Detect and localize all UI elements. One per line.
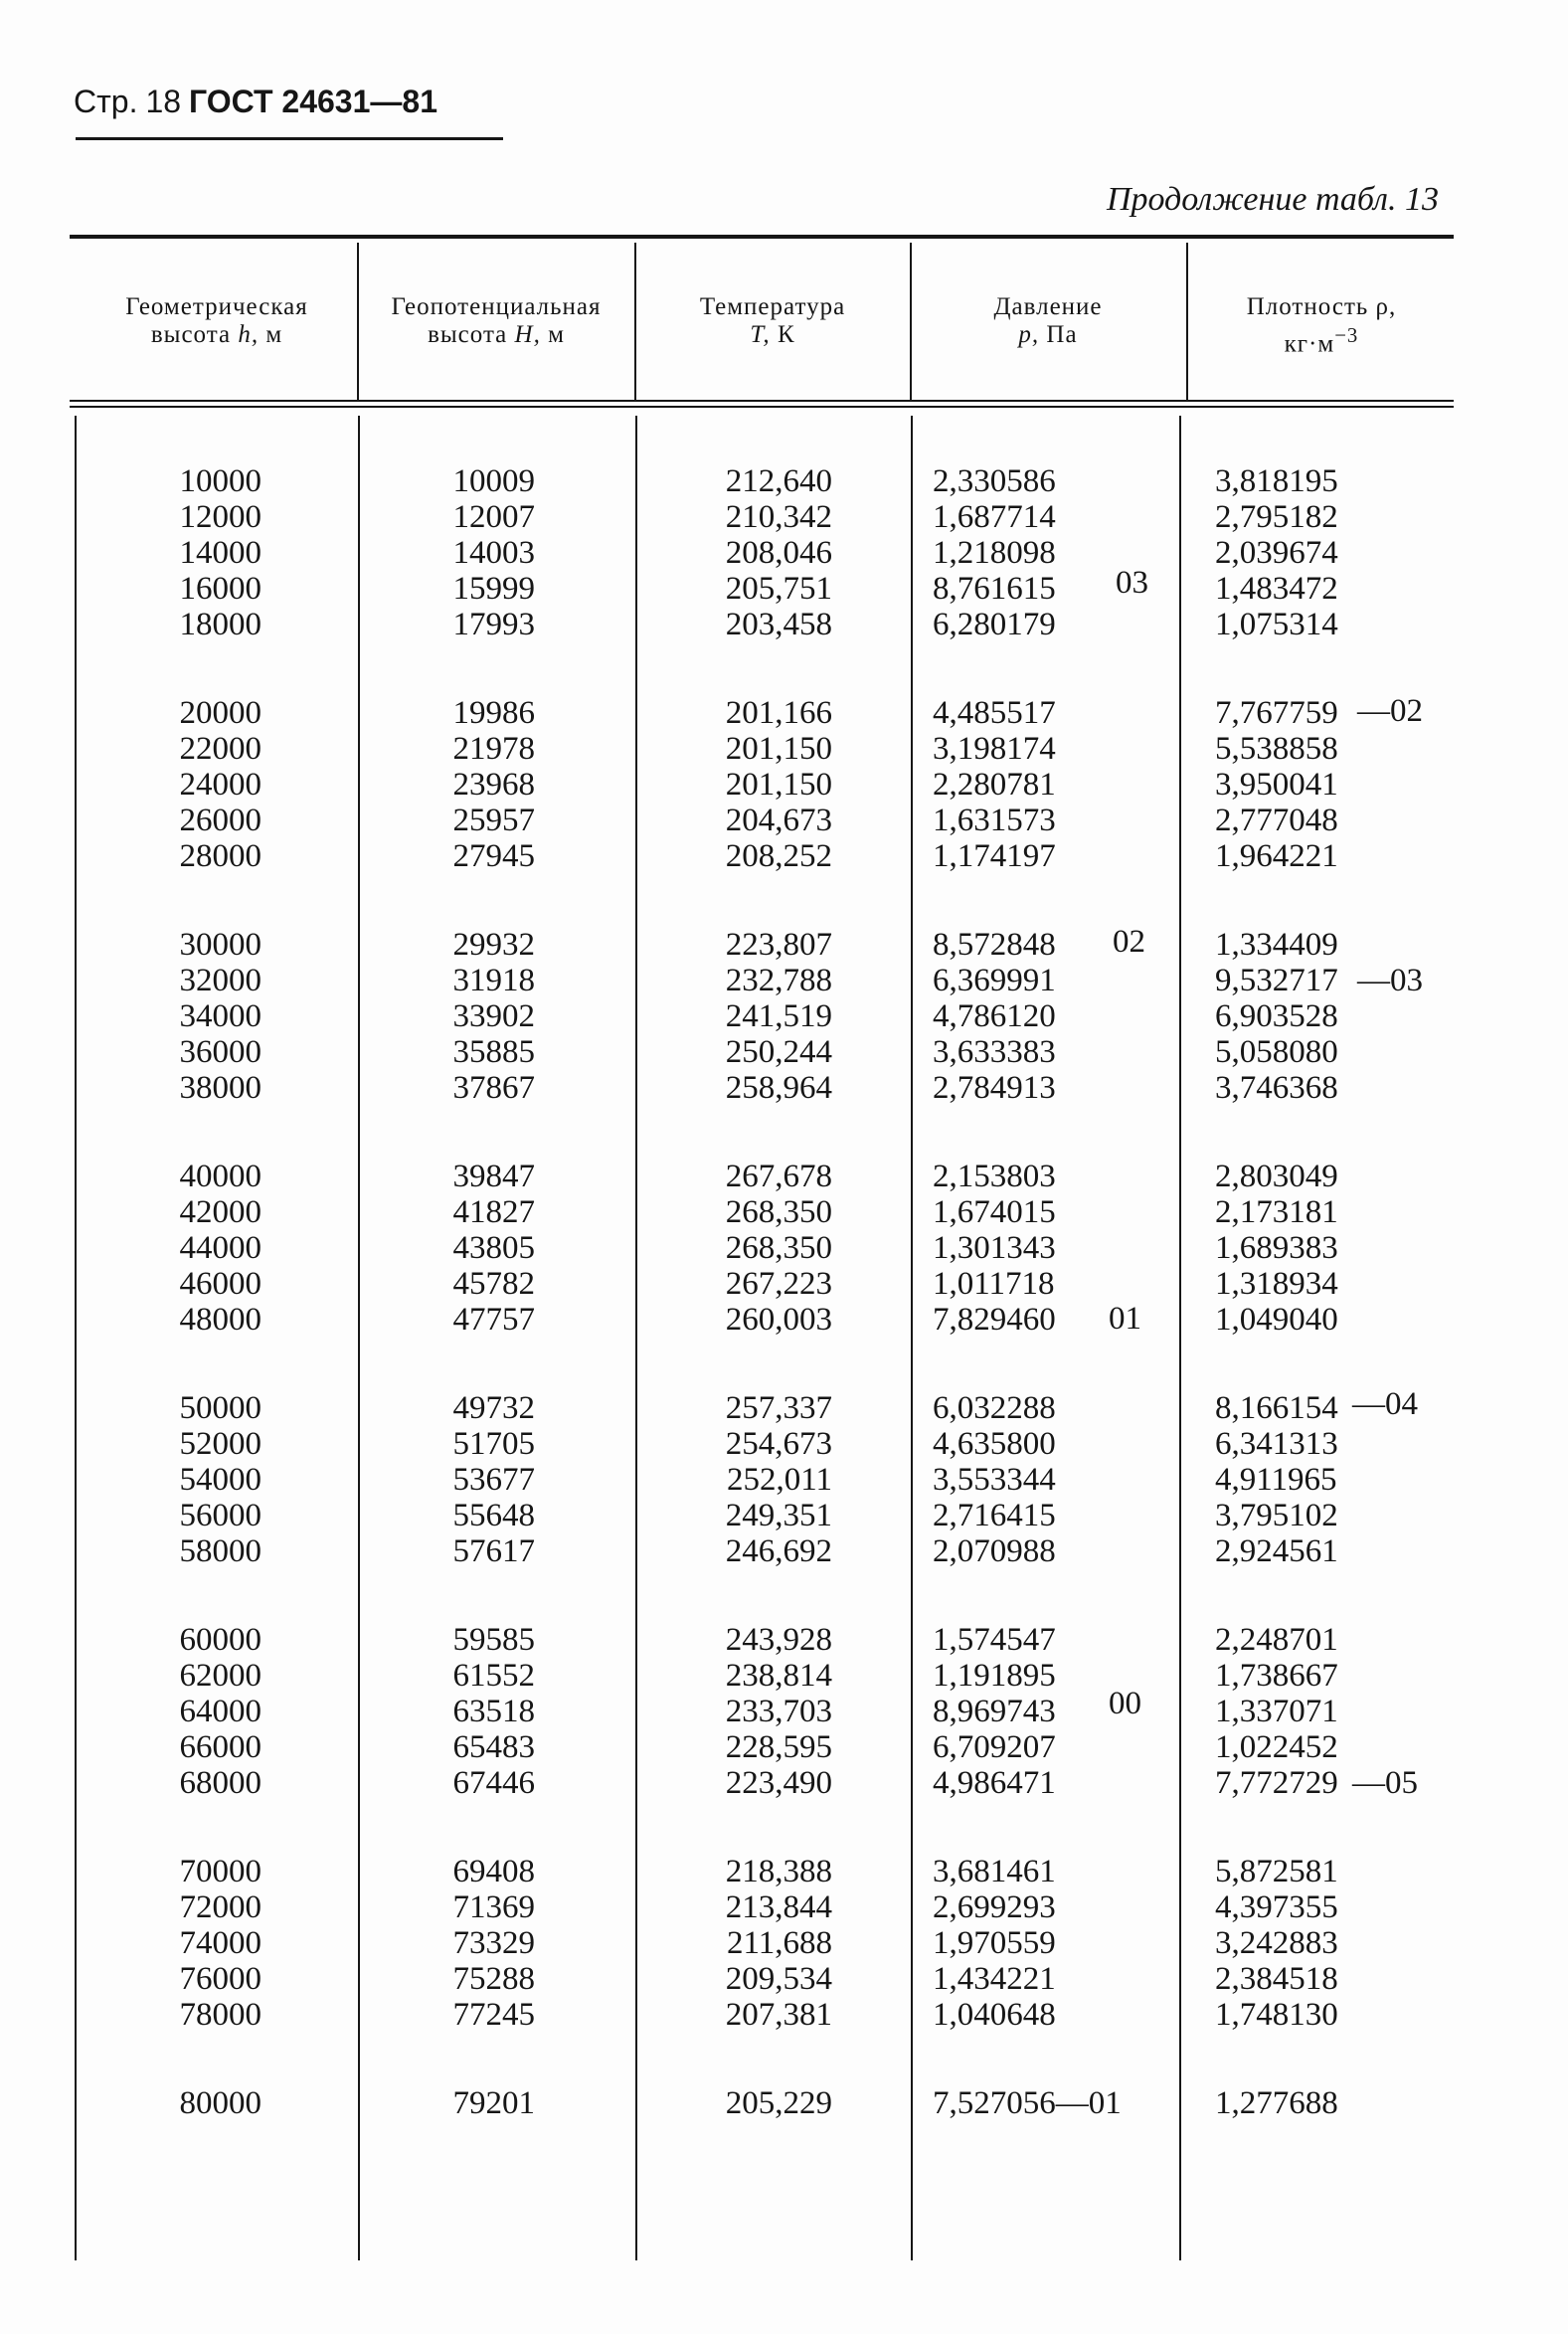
table-cell-h: 64000 [179,1694,261,1729]
table-cell-p: 8,969743 [933,1694,1056,1729]
table-cell-p: 1,674015 [933,1194,1056,1230]
table-cell-T: 250,244 [725,1034,832,1070]
density-exponent: —05 [1352,1765,1418,1801]
table-cell-T: 212,640 [725,463,832,499]
table-cell-rho: 2,777048 [1215,803,1338,838]
table-cell-rho: 2,924561 [1215,1533,1338,1569]
table-cell-T: 201,166 [725,695,832,731]
table-cell-h: 78000 [179,1997,261,2033]
table-cell-rho: 3,746368 [1215,1070,1338,1106]
table-cell-h: 30000 [179,927,261,963]
table-cell-rho: 5,538858 [1215,731,1338,767]
table-cell-p: 1,040648 [933,1997,1056,2033]
table-cell-p: 6,280179 [933,607,1056,642]
table-cell-p: 6,032288 [933,1390,1056,1426]
table-cell-h: 46000 [179,1266,261,1302]
table-cell-rho: 1,334409 [1215,927,1338,963]
table-cell-T: 232,788 [725,963,832,998]
column-geopotential-height [360,463,535,2121]
table-cell-T: 201,150 [725,767,832,803]
group-spacer [80,642,261,695]
table-cell-p: 6,369991 [933,963,1056,998]
group-spacer [1215,1106,1454,1159]
table-cell-T: 249,351 [725,1498,832,1533]
table-cell-h: 42000 [179,1194,261,1230]
table-cell-p: 1,301343 [933,1230,1056,1266]
table-cell-rho: 3,950041 [1215,767,1338,803]
column-geometric-height [80,463,261,2121]
table-cell-rho: 1,738667 [1215,1658,1338,1694]
table-cell-rho: 4,397355 [1215,1889,1338,1925]
table-cell-H: 37867 [452,1070,535,1106]
table-cell-H: 47757 [452,1302,535,1338]
table-cell-h: 54000 [179,1462,261,1498]
group-spacer [933,2033,1176,2085]
group-spacer [1215,1801,1454,1854]
table-cell-rho: 1,964221 [1215,838,1338,874]
table-cell-H: 53677 [452,1462,535,1498]
table-cell-h: 24000 [179,767,261,803]
table-cell-H: 71369 [452,1889,535,1925]
table-cell-H: 43805 [452,1230,535,1266]
table-cell-rho: 2,173181 [1215,1194,1338,1230]
table-cell-rho: 4,911965 [1215,1462,1337,1498]
table-cell-T: 210,342 [725,499,832,535]
table-cell-p: 3,553344 [933,1462,1056,1498]
table-cell-rho: 3,795102 [1215,1498,1338,1533]
table-cell-T: 268,350 [725,1194,832,1230]
table-cell-rho: 2,795182 [1215,499,1338,535]
group-spacer [80,874,261,927]
table-cell-p: 4,485517 [933,695,1056,731]
table-cell-rho: 1,277688 [1215,2085,1338,2121]
table-cell-p: 2,070988 [933,1533,1056,1569]
table-cell-T: 223,807 [725,927,832,963]
group-spacer [360,1338,535,1390]
table-cell-H: 59585 [452,1622,535,1658]
col-divider-4-head [1186,243,1188,400]
table-cell-p: 2,153803 [933,1159,1056,1194]
group-spacer [360,1801,535,1854]
group-spacer [637,874,832,927]
table-cell-rho: 1,689383 [1215,1230,1338,1266]
group-spacer [637,642,832,695]
group-spacer [637,1569,832,1622]
table-cell-T: 252,011 [726,1462,832,1498]
density-exponent: —03 [1357,963,1423,998]
table-cell-h: 72000 [179,1889,261,1925]
table-cell-H: 14003 [452,535,535,571]
table-cell-h: 66000 [179,1729,261,1765]
table-cell-h: 62000 [179,1658,261,1694]
table-cell-p: 2,699293 [933,1889,1056,1925]
header-rule [76,137,503,140]
table-cell-T: 257,337 [725,1390,832,1426]
table-cell-rho: 1,337071 [1215,1694,1338,1729]
table-cell-h: 50000 [179,1390,261,1426]
density-exponent: —04 [1352,1386,1418,1422]
pressure-exponent: 02 [1113,924,1145,960]
table-cell-p: 8,572848 [933,927,1056,963]
table-cell-T: 238,814 [725,1658,832,1694]
density-exponent: —02 [1357,693,1423,729]
table-cell-T: 260,003 [725,1302,832,1338]
page-number: 18 [145,84,182,119]
table-cell-T: 268,350 [725,1230,832,1266]
table-cell-p: 1,174197 [933,838,1056,874]
table-cell-h: 28000 [179,838,261,874]
standard-number: ГОСТ 24631—81 [189,84,437,119]
table-cell-rho: 1,748130 [1215,1997,1338,2033]
group-spacer [637,2033,832,2085]
table-cell-H: 41827 [452,1194,535,1230]
table-cell-p: 3,198174 [933,731,1056,767]
table-cell-p: 1,011718 [933,1266,1055,1302]
table-cell-T: 208,046 [725,535,832,571]
table-cell-rho: 5,058080 [1215,1034,1338,1070]
table-cell-T: 258,964 [725,1070,832,1106]
table-cell-rho: 7,767759 [1215,695,1338,731]
table-cell-rho: 1,022452 [1215,1729,1338,1765]
page-prefix: Стр. [74,84,138,119]
table-cell-p: 1,687714 [933,499,1056,535]
table-cell-T: 233,703 [725,1694,832,1729]
table-cell-H: 77245 [452,1997,535,2033]
table-cell-rho: 1,318934 [1215,1266,1338,1302]
table-cell-H: 75288 [452,1961,535,1997]
table-cell-h: 56000 [179,1498,261,1533]
column-temperature [637,463,832,2121]
table-cell-H: 19986 [452,695,535,731]
table-cell-h: 10000 [179,463,261,499]
table-cell-T: 267,678 [725,1159,832,1194]
col-divider-2-head [634,243,636,400]
column-header-temperature: Температура T, К [699,293,846,348]
table-cell-rho: 2,384518 [1215,1961,1338,1997]
group-spacer [360,1106,535,1159]
table-cell-H: 63518 [452,1694,535,1729]
table-cell-h: 22000 [179,731,261,767]
col-divider-3-body [911,416,913,2260]
group-spacer [360,642,535,695]
table-cell-rho: 1,049040 [1215,1302,1338,1338]
table-cell-p: 2,280781 [933,767,1056,803]
table-cell-H: 79201 [452,2085,535,2121]
group-spacer [80,1569,261,1622]
table-cell-p: 3,633383 [933,1034,1056,1070]
table-cell-H: 31918 [452,963,535,998]
table-cell-h: 16000 [179,571,261,607]
table-top-rule [70,235,1454,239]
table-cell-p: 1,970559 [933,1925,1056,1961]
table-cell-p: 1,434221 [933,1961,1056,1997]
table-cell-p: 3,681461 [933,1854,1056,1889]
table-cell-rho: 3,242883 [1215,1925,1338,1961]
table-cell-h: 14000 [179,535,261,571]
col-divider-3-head [910,243,912,400]
table-cell-T: 267,223 [725,1266,832,1302]
table-cell-rho: 6,341313 [1215,1426,1338,1462]
group-spacer [80,1338,261,1390]
table-cell-h: 12000 [179,499,261,535]
table-cell-T: 241,519 [725,998,832,1034]
pressure-exponent: 03 [1116,565,1148,601]
table-cell-p: 1,191895 [933,1658,1056,1694]
group-spacer [80,1106,261,1159]
group-spacer [637,1338,832,1390]
group-spacer [933,1569,1176,1622]
table-cell-h: 26000 [179,803,261,838]
pressure-exponent: 01 [1109,1301,1141,1337]
table-cell-H: 25957 [452,803,535,838]
table-cell-h: 52000 [179,1426,261,1462]
table-cell-rho: 1,483472 [1215,571,1338,607]
table-cell-T: 205,229 [725,2085,832,2121]
table-cell-T: 203,458 [725,607,832,642]
table-cell-rho: 7,772729 [1215,1765,1338,1801]
table-cell-T: 201,150 [725,731,832,767]
group-spacer [1215,874,1454,927]
group-spacer [360,874,535,927]
table-cell-H: 27945 [452,838,535,874]
table-head-rule-1 [70,400,1454,402]
table-cell-T: 254,673 [725,1426,832,1462]
group-spacer [1215,2033,1454,2085]
table-cell-T: 218,388 [725,1854,832,1889]
table-cell-rho: 2,803049 [1215,1159,1338,1194]
col-divider-4-body [1179,416,1181,2260]
table-cell-p: 2,784913 [933,1070,1056,1106]
column-header-density: Плотность ρ, $кг\cdot м^{-3}$ [1246,293,1397,358]
table-cell-T: 204,673 [725,803,832,838]
table-cell-h: 80000 [179,2085,261,2121]
column-header-pressure: Давление p, Па [993,293,1103,348]
table-cell-h: 44000 [179,1230,261,1266]
table-cell-H: 57617 [452,1533,535,1569]
table-cell-H: 21978 [452,731,535,767]
table-cell-T: 243,928 [725,1622,832,1658]
table-cell-rho: 1,075314 [1215,607,1338,642]
table-cell-H: 17993 [452,607,535,642]
table-cell-T: 208,252 [725,838,832,874]
table-cell-H: 51705 [452,1426,535,1462]
table-cell-p: 1,218098 [933,535,1056,571]
page-header [74,84,437,120]
table-cell-T: 246,692 [725,1533,832,1569]
table-cell-p: 6,709207 [933,1729,1056,1765]
group-spacer [933,1801,1176,1854]
table-cell-h: 36000 [179,1034,261,1070]
table-cell-H: 69408 [452,1854,535,1889]
table-cell-H: 67446 [452,1765,535,1801]
group-spacer [933,1106,1176,1159]
table-cell-p: 7,527056—01 [933,2085,1122,2121]
pressure-exponent: 00 [1109,1686,1141,1721]
table-cell-H: 61552 [452,1658,535,1694]
table-cell-h: 48000 [179,1302,261,1338]
table-cell-H: 10009 [452,463,535,499]
group-spacer [1215,1338,1454,1390]
group-spacer [80,1801,261,1854]
group-spacer [637,1801,832,1854]
table-cell-rho: 9,532717 [1215,963,1338,998]
table-cell-rho: 8,166154 [1215,1390,1338,1426]
table-cell-h: 76000 [179,1961,261,1997]
table-cell-T: 205,751 [725,571,832,607]
table-cell-h: 60000 [179,1622,261,1658]
table-cell-H: 65483 [452,1729,535,1765]
table-cell-h: 32000 [179,963,261,998]
group-spacer [1215,642,1454,695]
table-cell-h: 20000 [179,695,261,731]
table-cell-T: 213,844 [725,1889,832,1925]
column-header-geopotential-height: Геопотенциальная высота H, м [391,293,602,348]
group-spacer [360,2033,535,2085]
table-cell-p: 4,786120 [933,998,1056,1034]
table-cell-H: 55648 [452,1498,535,1533]
table-cell-rho: 5,872581 [1215,1854,1338,1889]
table-cell-p: 2,330586 [933,463,1056,499]
table-cell-H: 15999 [452,571,535,607]
group-spacer [1215,1569,1454,1622]
table-cell-H: 12007 [452,499,535,535]
table-cell-rho: 2,039674 [1215,535,1338,571]
table-cell-rho: 6,903528 [1215,998,1338,1034]
table-cell-T: 209,534 [725,1961,832,1997]
table-cell-H: 23968 [452,767,535,803]
table-cell-p: 7,829460 [933,1302,1056,1338]
table-cell-p: 4,986471 [933,1765,1056,1801]
table-cell-T: 228,595 [725,1729,832,1765]
table-cell-T: 211,688 [726,1925,832,1961]
table-cell-p: 1,631573 [933,803,1056,838]
group-spacer [637,1106,832,1159]
table-cell-H: 49732 [452,1390,535,1426]
table-cell-H: 45782 [452,1266,535,1302]
group-spacer [933,1338,1176,1390]
table-cell-H: 39847 [452,1159,535,1194]
table-cell-p: 4,635800 [933,1426,1056,1462]
table-cell-h: 70000 [179,1854,261,1889]
table-cell-rho: 3,818195 [1215,463,1338,499]
table-cell-p: 8,761615 [933,571,1056,607]
table-cell-T: 223,490 [725,1765,832,1801]
table-cell-H: 29932 [452,927,535,963]
table-cell-p: 2,716415 [933,1498,1056,1533]
table-cell-p: 1,574547 [933,1622,1056,1658]
group-spacer [933,642,1176,695]
column-pressure [933,463,1176,2121]
group-spacer [933,874,1176,927]
group-spacer [80,2033,261,2085]
table-cell-T: 207,381 [725,1997,832,2033]
table-cell-H: 35885 [452,1034,535,1070]
column-header-geometric-height: Геометрическая высота h, м [125,293,308,348]
table-cell-h: 74000 [179,1925,261,1961]
col-divider-0-body [75,416,77,2260]
table-cell-H: 73329 [452,1925,535,1961]
table-cell-h: 18000 [179,607,261,642]
continuation-title: Продолжение табл. 13 [1106,181,1439,218]
group-spacer [360,1569,535,1622]
table-cell-h: 40000 [179,1159,261,1194]
col-divider-1-head [357,243,359,400]
table-cell-h: 58000 [179,1533,261,1569]
table-head-rule-2 [70,406,1454,408]
table-cell-h: 34000 [179,998,261,1034]
table-cell-h: 68000 [179,1765,261,1801]
table-cell-H: 33902 [452,998,535,1034]
table-cell-rho: 2,248701 [1215,1622,1338,1658]
table-cell-h: 38000 [179,1070,261,1106]
